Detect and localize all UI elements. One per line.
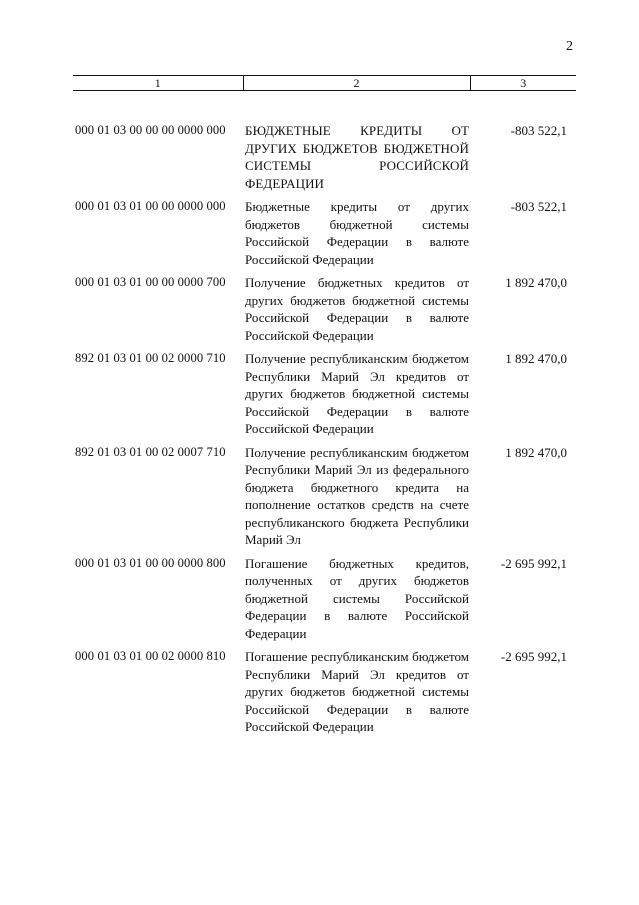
- budget-code: 000 01 03 01 00 00 0000 800: [75, 555, 226, 570]
- budget-amount: -2 695 992,1: [500, 649, 567, 664]
- budget-code: 000 01 03 00 00 00 0000 000: [75, 123, 226, 137]
- table-header: [73, 76, 576, 91]
- table-row: [73, 444, 576, 555]
- budget-description: Бюджетные кредиты от других бюджетов бюджетной системы Российской Федерации в валюте Российской Федерации: [245, 199, 469, 267]
- budget-description: Получение бюджетных кредитов от других бюджетов бюджетной системы Российской Федерации в валюте Российской Федерации: [245, 275, 469, 343]
- table-row: [73, 198, 576, 274]
- budget-description: Получение республиканским бюджетом Республики Марий Эл кредитов от других бюджетов бюджетной системы Российской Федерации в валюте Российской Федерации: [245, 351, 469, 436]
- table-row: [73, 648, 576, 742]
- budget-description: Погашение республиканским бюджетом Республики Марий Эл кредитов от других бюджетов бюджетной системы Российской Федерации в валюте Российской Федерации: [245, 649, 469, 734]
- table-row: [73, 91, 576, 199]
- budget-description: Получение республиканским бюджетом Республики Марий Эл из федерального бюджета бюджетного кредита на пополнение остатков средств на счете республиканского бюджета Республики Марий Эл: [245, 444, 469, 547]
- budget-amount: 1 892 470,0: [505, 351, 567, 366]
- header-row: [73, 76, 576, 91]
- table-row: [73, 350, 576, 444]
- table-row: [73, 555, 576, 649]
- budget-amount: -803 522,1: [510, 199, 567, 214]
- column-header-2: 2: [243, 76, 470, 91]
- budget-amount: 1 892 470,0: [505, 275, 567, 290]
- budget-code: 000 01 03 01 00 02 0000 810: [75, 649, 226, 663]
- budget-code: 892 01 03 01 00 02 0007 710: [75, 444, 226, 459]
- budget-amount: -2 695 992,1: [500, 555, 567, 571]
- budget-table: [73, 75, 576, 742]
- table-row: [73, 274, 576, 350]
- budget-code: 000 01 03 01 00 00 0000 700: [75, 275, 226, 289]
- page-number: 2: [566, 39, 573, 54]
- table-body: [73, 91, 576, 742]
- budget-description: БЮДЖЕТНЫЕ КРЕДИТЫ ОТ ДРУГИХ БЮДЖЕТОВ БЮДЖЕТНОЙ СИСТЕМЫ РОССИЙСКОЙ ФЕДЕРАЦИИ: [245, 123, 469, 191]
- budget-code: 892 01 03 01 00 02 0000 710: [75, 351, 226, 365]
- budget-amount: -803 522,1: [510, 123, 567, 138]
- column-header-3: 3: [470, 76, 576, 91]
- column-header-1: 1: [73, 76, 243, 91]
- budget-description: Погашение бюджетных кредитов, полученных от других бюджетов бюджетной системы Российской Федерации в валюте Российской Федерации: [245, 555, 469, 641]
- budget-amount: 1 892 470,0: [505, 444, 567, 460]
- budget-code: 000 01 03 01 00 00 0000 000: [75, 199, 226, 213]
